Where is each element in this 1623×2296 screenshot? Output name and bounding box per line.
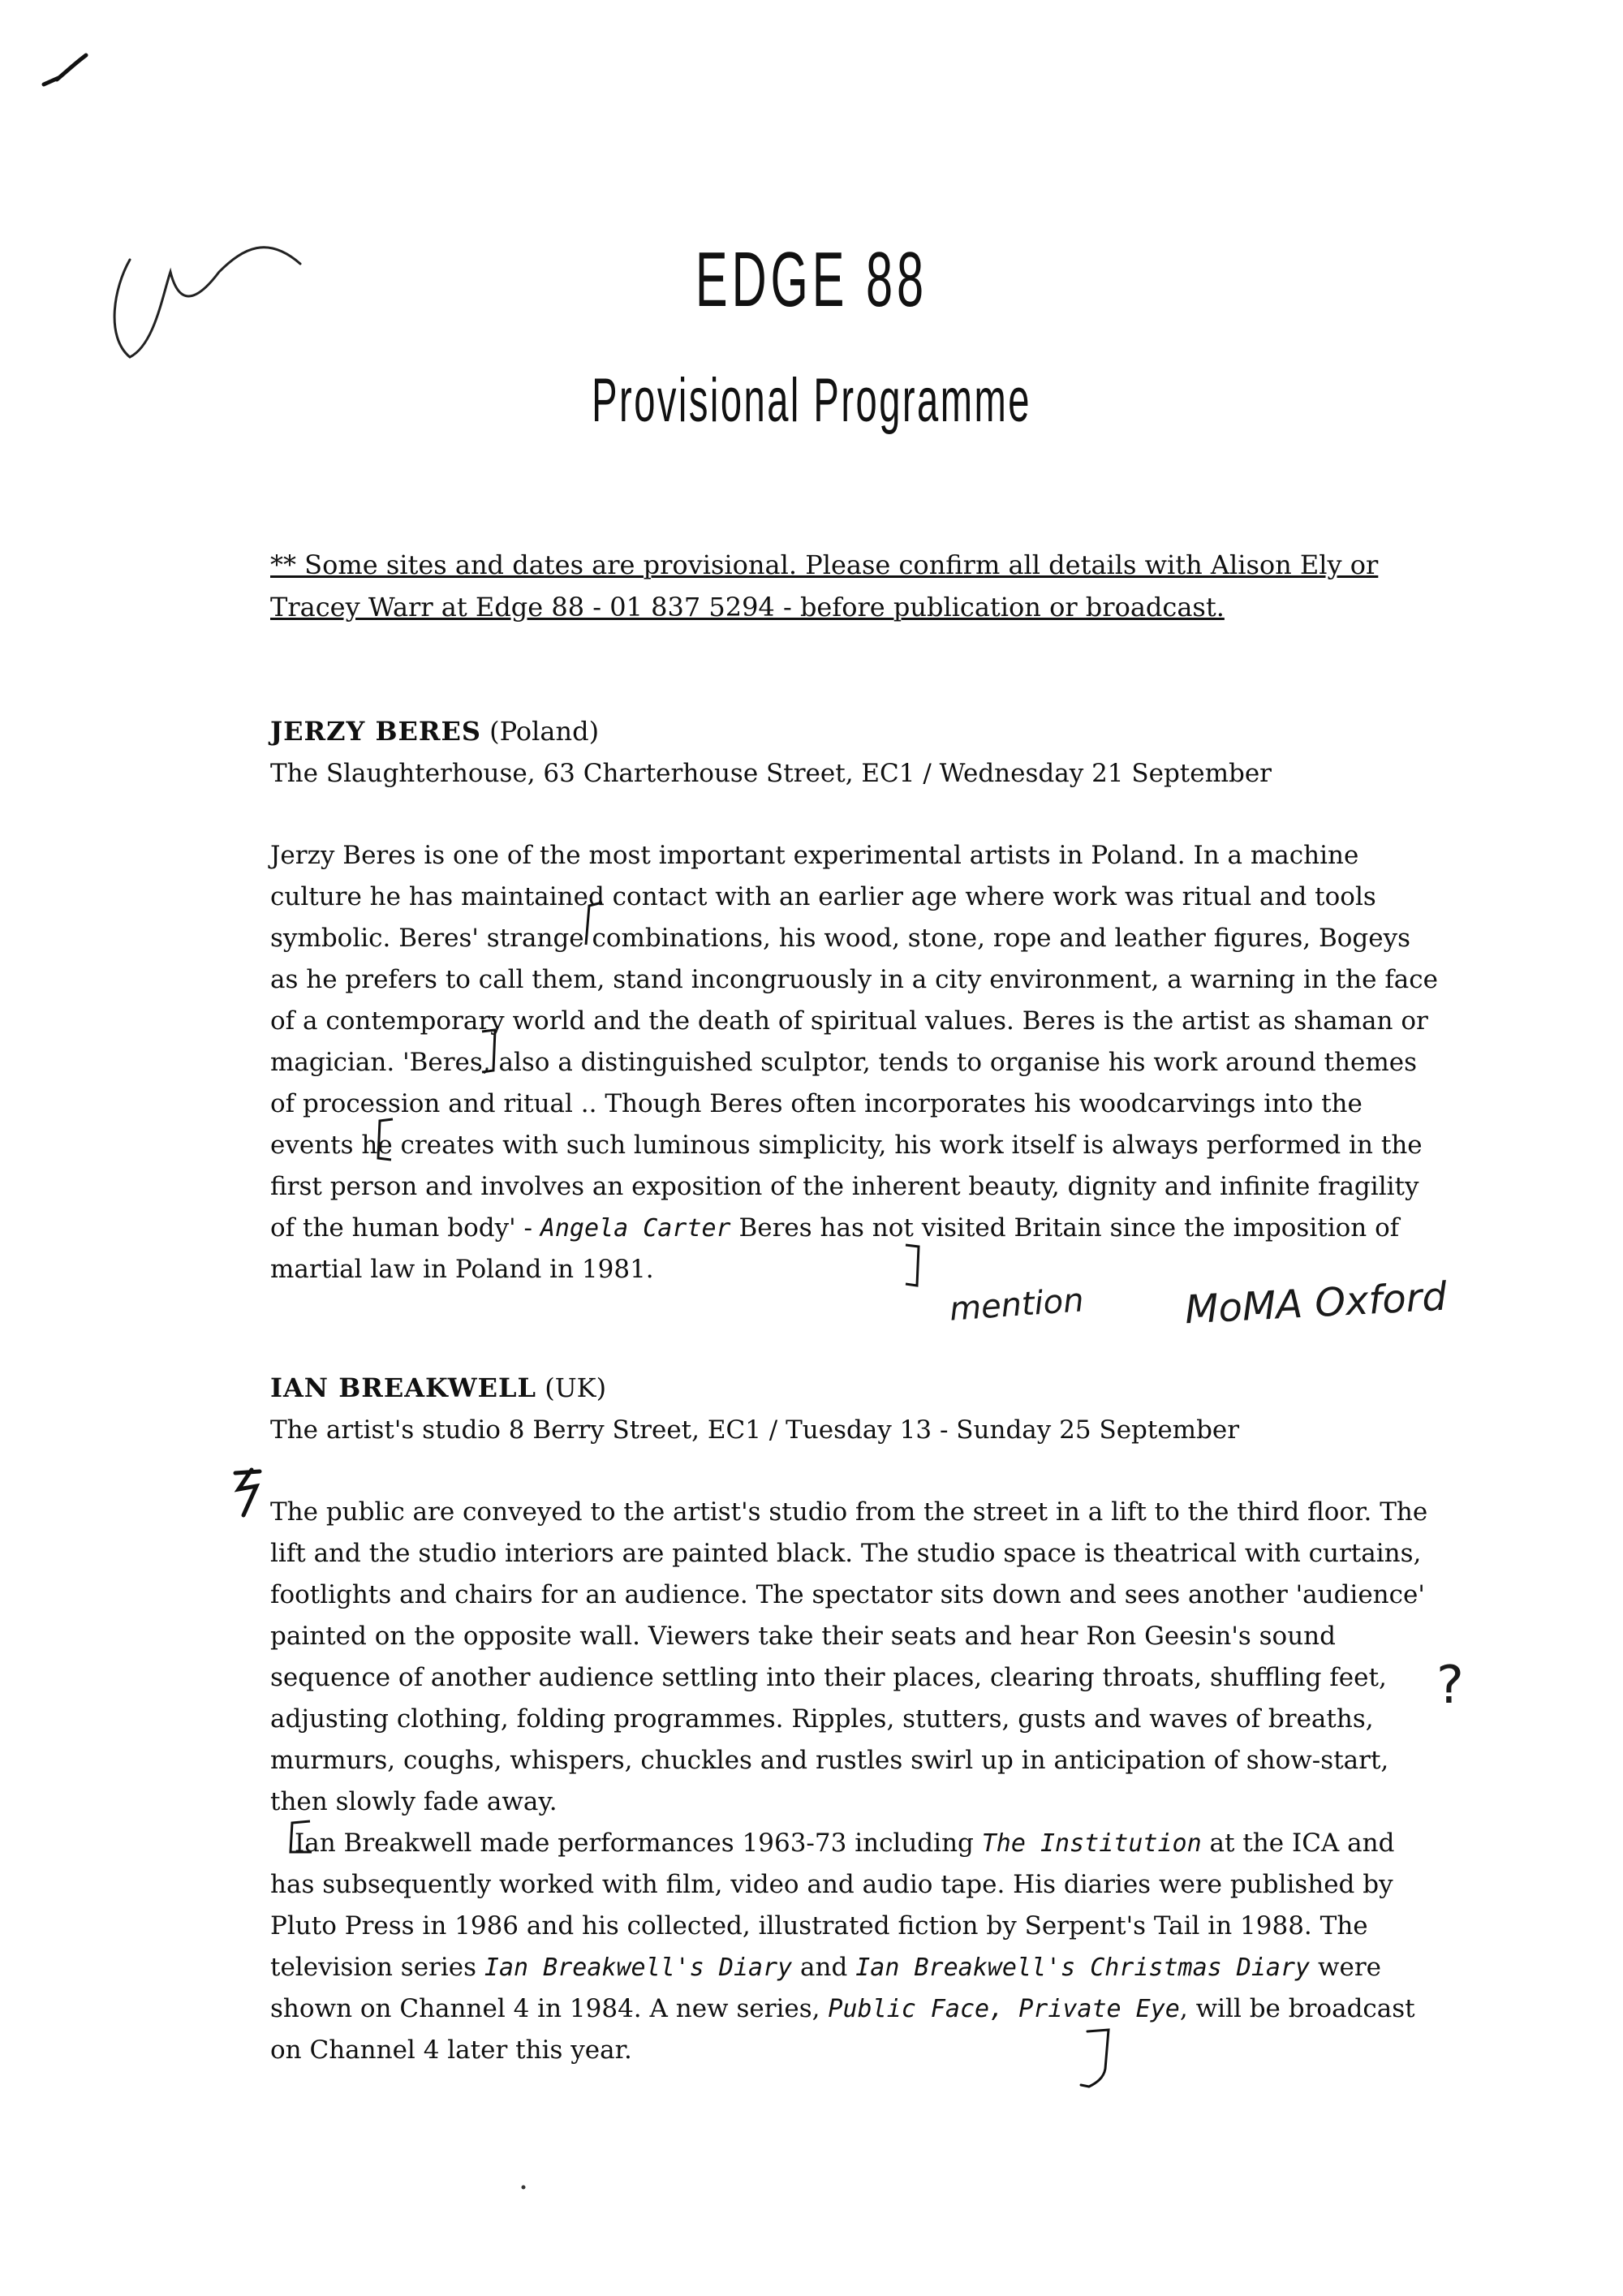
work-title: Ian Breakwell's Diary	[484, 1954, 793, 1982]
bracket-mark	[286, 1816, 315, 1857]
bracket-mark	[901, 1242, 925, 1290]
work-title: Ian Breakwell's Christmas Diary	[855, 1954, 1311, 1982]
description-part: Beres has not visited Britain since the imposition of martial law in Poland in 1981.	[270, 1213, 1400, 1284]
venue-line: The artist's studio 8 Berry Street, EC1 / Tuesday 13 - Sunday 25 September	[270, 1415, 1240, 1445]
artist-country: (Poland)	[489, 716, 600, 747]
artist-heading	[270, 1367, 1439, 1409]
description-part: Beres is the artist as shaman or magician. 'Beres, also a distinguished sculptor, tends to organise his work around themes of procession and ritual ..	[270, 1006, 1428, 1118]
artist-name: IAN BREAKWELL	[270, 1372, 537, 1403]
artist-heading	[270, 710, 1439, 752]
work-title: The Institution	[981, 1829, 1202, 1858]
description-part: Beres' strange combinations, his wood, stone, rope and leather figures, Bogeys as he prefers to call them, stand incongruously in a city environment, a warning in the face of a contemporary world and the death of spiritual values.	[270, 924, 1438, 1036]
section-jerzy-beres	[270, 710, 1439, 1290]
artist-country: (UK)	[545, 1372, 607, 1403]
bracket-mark	[372, 1116, 396, 1165]
artist-name: JERZY BERES	[270, 716, 481, 747]
bracket-mark	[477, 1027, 502, 1075]
description-part: Though Beres often incorporates his woodcarvings into the events he creates with such luminous simplicity, his work itself is always performed in the first person and involves an exposition of the inherent beauty, dignity and infinite fragility of the human body' -	[270, 1089, 1423, 1243]
provisional-notice: ** Some sites and dates are provisional. Please confirm all details with Alison Ely or Tracey Warr at Edge 88 - 01 837 5294 - before publication or broadcast.	[270, 549, 1379, 622]
handwritten-question-mark: ?	[1436, 1656, 1464, 1716]
bracket-mark	[583, 899, 607, 948]
venue-line: The Slaughterhouse, 63 Charterhouse Street, EC1 / Wednesday 21 September	[270, 759, 1272, 788]
biography-part: and	[792, 1953, 856, 1982]
initial-scrawl	[105, 215, 316, 377]
biography-part: were shown on Channel 4 in 1984. A new series,	[270, 1953, 1382, 2023]
work-title: Public Face, Private Eye	[828, 1995, 1180, 2023]
biography-part: , will be broadcast on Channel 4 later this year.	[270, 1994, 1415, 2065]
tick-mark	[41, 49, 97, 97]
page-subtitle: Provisional Programme	[592, 366, 1031, 435]
artist-description	[270, 835, 1439, 1290]
paragraph-mark	[227, 1465, 268, 1522]
description-part: Jerzy Beres is one of the most important experimental artists in Poland. In a machine culture he has maintained contact with an earlier age where work was ritual and tools symbolic.	[270, 841, 1376, 953]
closing-bracket-mark	[1079, 2025, 1128, 2106]
artist-biography	[270, 1823, 1439, 2071]
section-ian-breakwell	[270, 1367, 1439, 2071]
quote-author: Angela Carter	[540, 1214, 731, 1243]
page-title: EDGE 88	[695, 236, 928, 323]
installation-description: The public are conveyed to the artist's studio from the street in a lift to the third floor. The lift and the studio interiors are painted black. The studio space is theatrical with curtains, footlights and chairs for an audience. The spectator sits down and sees another 'audience' painted on the opposite wall. Viewers take their seats and hear Ron Geesin's sound sequence of another audience settling into their places, clearing throats, shuffling feet, adjusting clothing, folding programmes. Ripples, stutters, gusts and waves of breaths, murmurs, coughs, whispers, chuckles and rustles swirl up in anticipation of show-start, then slowly fade away.	[270, 1497, 1428, 1816]
scan-speck	[519, 2183, 527, 2191]
biography-part: at the ICA and has subsequently worked with film, video and audio tape. His diaries were published by Pluto Press in 1986 and his collected, illustrated fiction by Serpent's Tail in 1988. The television series	[270, 1829, 1395, 1982]
handwritten-note-moma: MoMA Oxford	[1183, 1273, 1449, 1333]
handwritten-note-mention: mention	[948, 1282, 1085, 1329]
biography-part: Ian Breakwell made performances 1963-73 including	[295, 1829, 982, 1858]
